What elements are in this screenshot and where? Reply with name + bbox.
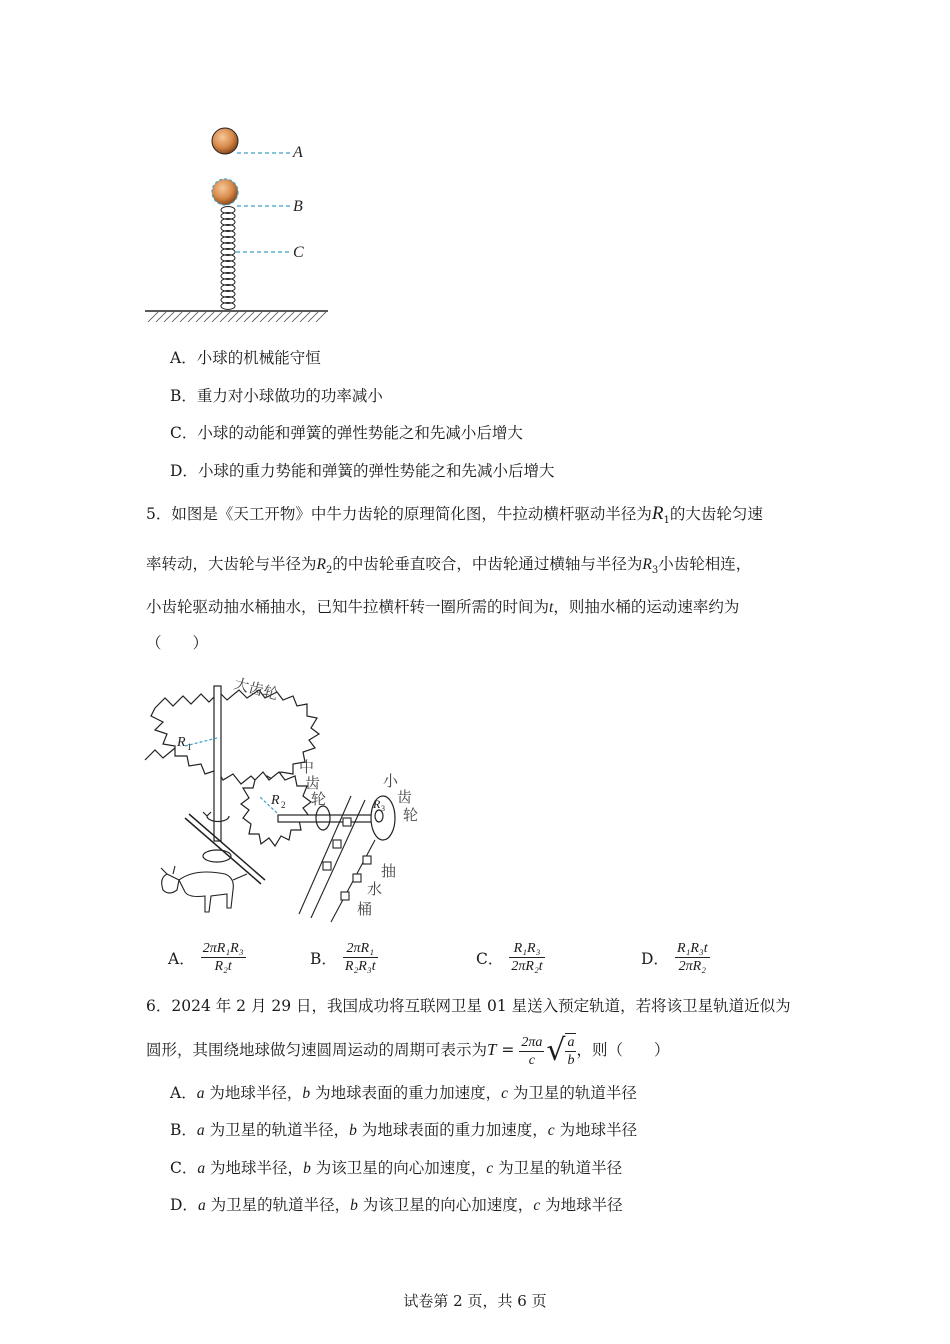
spring <box>221 207 235 310</box>
option-text: 为地球半径 <box>554 1121 638 1139</box>
option-letter: A． <box>168 949 195 968</box>
r3-sub: 3 <box>381 804 385 813</box>
q4-option-c[interactable] <box>170 423 523 443</box>
ball-b <box>212 179 238 205</box>
q6-option-a[interactable] <box>170 1083 637 1104</box>
sqrt-icon: √ <box>546 1033 566 1068</box>
q4-option-b[interactable] <box>170 386 383 406</box>
mid-gear-label-1: 中 <box>299 758 315 776</box>
variable: a <box>196 1085 205 1102</box>
variable: b <box>303 1160 311 1177</box>
variable: b <box>302 1085 311 1102</box>
q4-option-a[interactable] <box>170 348 321 368</box>
option-letter: B． <box>170 387 197 405</box>
q5-answer-paren: （ ） <box>146 634 209 652</box>
variable: a <box>197 1197 206 1214</box>
q5-option-b[interactable] <box>310 940 378 975</box>
option-letter: C． <box>170 1159 198 1177</box>
option-text: 为地球半径 <box>540 1196 623 1214</box>
small-gear-label-1: 小 <box>383 772 399 790</box>
option-text: 为该卫星的向心加速度， <box>357 1196 534 1214</box>
q4-option-d[interactable] <box>170 461 554 481</box>
option-letter: B． <box>170 1121 197 1139</box>
big-gear <box>145 690 319 784</box>
option-fraction: $\frac{\text{R₁R₃t}}{\text{2πR₂}}$ <box>676 941 708 974</box>
q6-stem-line1: 6．2024 年 2 月 29 日，我国成功将互联网卫星 01 星送入预定轨道，若将该卫星轨道近似为 <box>146 997 791 1015</box>
option-text: 为该卫星的向心加速度， <box>310 1159 487 1177</box>
option-letter: D． <box>170 462 198 480</box>
q5-option-c[interactable] <box>476 940 545 975</box>
q6-stem-line2: 圆形，其围绕地球做匀速圆周运动的周期可表示为T = $\frac{2\pi a}{c}$ √ $\frac{a}{b}$ ，则（ ） <box>146 1033 670 1068</box>
big-gear-label: 大齿轮 <box>231 674 281 704</box>
option-text: 为地球表面的重力加速度， <box>310 1084 502 1102</box>
ball-a <box>212 128 238 154</box>
option-text: 小球的动能和弹簧的弹性势能之和先减小后增大 <box>197 424 523 442</box>
label-a: A <box>293 144 303 161</box>
option-letter: C． <box>170 424 198 442</box>
option-text: 重力对小球做功的功率减小 <box>196 387 383 405</box>
axle <box>278 815 378 822</box>
option-fraction: $\frac{\text{2πR₁}}{\text{R₂R₃t}}$ <box>344 941 376 974</box>
variable: b <box>350 1197 358 1214</box>
variable: a <box>197 1160 206 1177</box>
q5-stem-line3: 小齿轮驱动抽水桶抽水，已知牛拉横杆转一圈所需的时间为t，则抽水桶的运动速率约为 <box>146 598 740 616</box>
variable: c <box>486 1160 494 1177</box>
r1-sub: 1 <box>187 742 192 752</box>
ox-icon <box>161 866 247 912</box>
q6-option-b[interactable] <box>170 1120 637 1141</box>
variable: c <box>533 1197 541 1214</box>
r2-sub: 2 <box>281 800 286 810</box>
variable: c <box>547 1122 555 1139</box>
option-fraction: $\frac{\text{R₁R₃}}{\text{2πR₂t}}$ <box>511 941 543 974</box>
small-gear-label-2: 齿 <box>397 788 413 806</box>
option-letter: A． <box>170 1084 197 1102</box>
q6-option-d[interactable] <box>170 1195 623 1216</box>
option-fraction: $\frac{\text{2πR₁R₃}}{\text{R₂t}}$ <box>202 941 244 974</box>
option-text: 为卫星的轨道半径 <box>507 1084 637 1102</box>
q5-option-d[interactable] <box>641 940 710 975</box>
mid-gear-label-2: 齿 <box>305 774 321 792</box>
option-letter: B． <box>310 949 337 968</box>
mid-gear-label-3: 轮 <box>311 790 327 808</box>
q6-formula-sqrt-fraction: $\frac{a}{b}$ <box>567 1035 575 1068</box>
q5-stem-line1: 5．如图是《天工开物》中牛力齿轮的原理简化图，牛拉动横杆驱动半径为$R_1$的大齿轮匀速 <box>146 503 763 527</box>
small-gear-label-3: 轮 <box>403 806 419 824</box>
bucket-label-3: 桶 <box>357 900 373 918</box>
option-text: 为卫星的轨道半径， <box>204 1121 350 1139</box>
option-text: 为地球半径， <box>205 1159 304 1177</box>
option-text: 为卫星的轨道半径 <box>493 1159 623 1177</box>
option-text: 为地球半径， <box>204 1084 303 1102</box>
variable: a <box>196 1122 205 1139</box>
q6-formula-fraction: $\frac{2\pi a}{c}$ <box>521 1034 543 1068</box>
option-text: 为卫星的轨道半径， <box>205 1196 351 1214</box>
spring-ball-figure <box>140 120 340 330</box>
middle-gear <box>241 772 311 846</box>
label-c: C <box>293 244 304 261</box>
option-text: 小球的重力势能和弹簧的弹性势能之和先减小后增大 <box>197 462 555 480</box>
option-letter: D． <box>641 949 669 968</box>
option-text: 为地球表面的重力加速度， <box>356 1121 548 1139</box>
option-letter: D． <box>170 1196 198 1214</box>
q6-option-c[interactable] <box>170 1158 622 1179</box>
gear-system-figure <box>135 668 435 928</box>
r1-label: R <box>177 735 186 750</box>
bucket-label-2: 水 <box>367 880 383 898</box>
page-footer: 试卷第 2 页，共 6 页 <box>403 1292 547 1310</box>
big-gear-shaft <box>214 686 221 841</box>
label-b: B <box>293 198 303 215</box>
option-letter: A． <box>170 349 197 367</box>
bucket-label-1: 抽 <box>381 862 397 880</box>
q5-stem-line2: 率转动，大齿轮与半径为$R_2$的中齿轮垂直咬合，中齿轮通过横轴与半径为$R_3$小齿轮相连， <box>146 555 752 577</box>
option-text: 小球的机械能守恒 <box>196 349 321 367</box>
option-letter: C． <box>476 949 504 968</box>
variable: b <box>349 1122 357 1139</box>
q5-option-a[interactable] <box>168 940 246 975</box>
r3-label: R <box>373 797 381 811</box>
variable: c <box>501 1085 508 1102</box>
r2-label: R <box>271 793 280 808</box>
